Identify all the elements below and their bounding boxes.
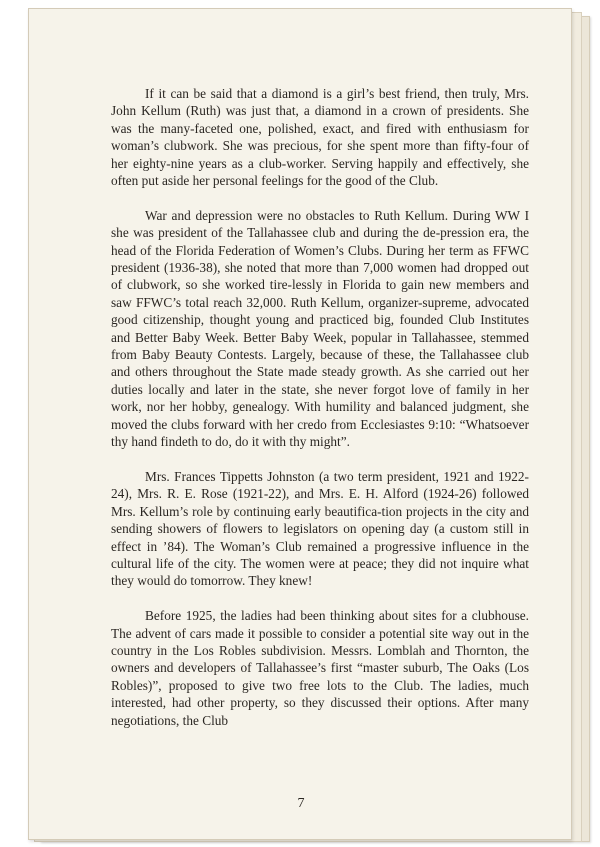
paragraph-following-presidents: Mrs. Frances Tippetts Johnston (a two term president, 1921 and 1922-24), Mrs. R. E. Rose (1921-22), and Mrs. E. H. Alford (1924-26) followed Mrs. Kellum’s role by continuing early beautifica-tion projects in the city and sending showers of flowers to legislators on opening day (a custom still in effect in ’84). The Woman’s Club remained a progressive influence in the cultural life of the city. The women were at peace; they did not inquire what they would do tomorrow. They knew! [111, 468, 529, 589]
document-page [28, 8, 572, 840]
paragraph-clubhouse-sites: Before 1925, the ladies had been thinking about sites for a clubhouse. The advent of cars made it possible to consider a potential site way out in the country in the Los Robles subdivision. Messrs. Lomblah and Thornton, the owners and developers of Tallahassee’s first “master suburb, The Oaks (Los Robles)”, proposed to give two free lots to the Club. The ladies, much interested, had other property, so they discussed their options. After many negotiations, the Club [111, 608, 529, 728]
body-text [111, 85, 529, 746]
page-number: 7 [297, 796, 305, 811]
paragraph-ruth-kellum-intro: If it can be said that a diamond is a girl’s best friend, then truly, Mrs. John Kellum (Ruth) was just that, a diamond in a crown of presidents. She was the many-faceted one, polished, exact, and fired with enthusiasm for woman’s clubwork. She was precious, for she spent more than fifty-four of her eighty-nine years as a club-worker. Serving happily and effectively, she often put aside her personal feelings for the good of the Club. [111, 86, 529, 189]
paragraph-war-and-depression: War and depression were no obstacles to Ruth Kellum. During WW I she was president of the Tallahassee club and during the de-pression era, the head of the Florida Federation of Women’s Clubs. During her term as FFWC president (1936-38), she noted that more than 7,000 women had dropped out of clubwork, so she worked tire-lessly in Florida to gain new members and saw FFWC’s total reach 32,000. Ruth Kellum, organizer-supreme, advocated good citizenship, thought young and practiced big, founded Club Institutes and Better Baby Week. Better Baby Week, popular in Tallahassee, stemmed from Baby Beauty Contests. Largely, because of these, the Tallahassee club and others throughout the State made steady growth. As she carried out her duties locally and later in the state, she never forgot love of family in her work, nor her hobby, genealogy. With humility and balanced judgment, she moved the clubs forward with her credo from Ecclesiastes 9:10: “Whatsoever thy hand findeth to do, do it with thy might”. [111, 207, 529, 450]
